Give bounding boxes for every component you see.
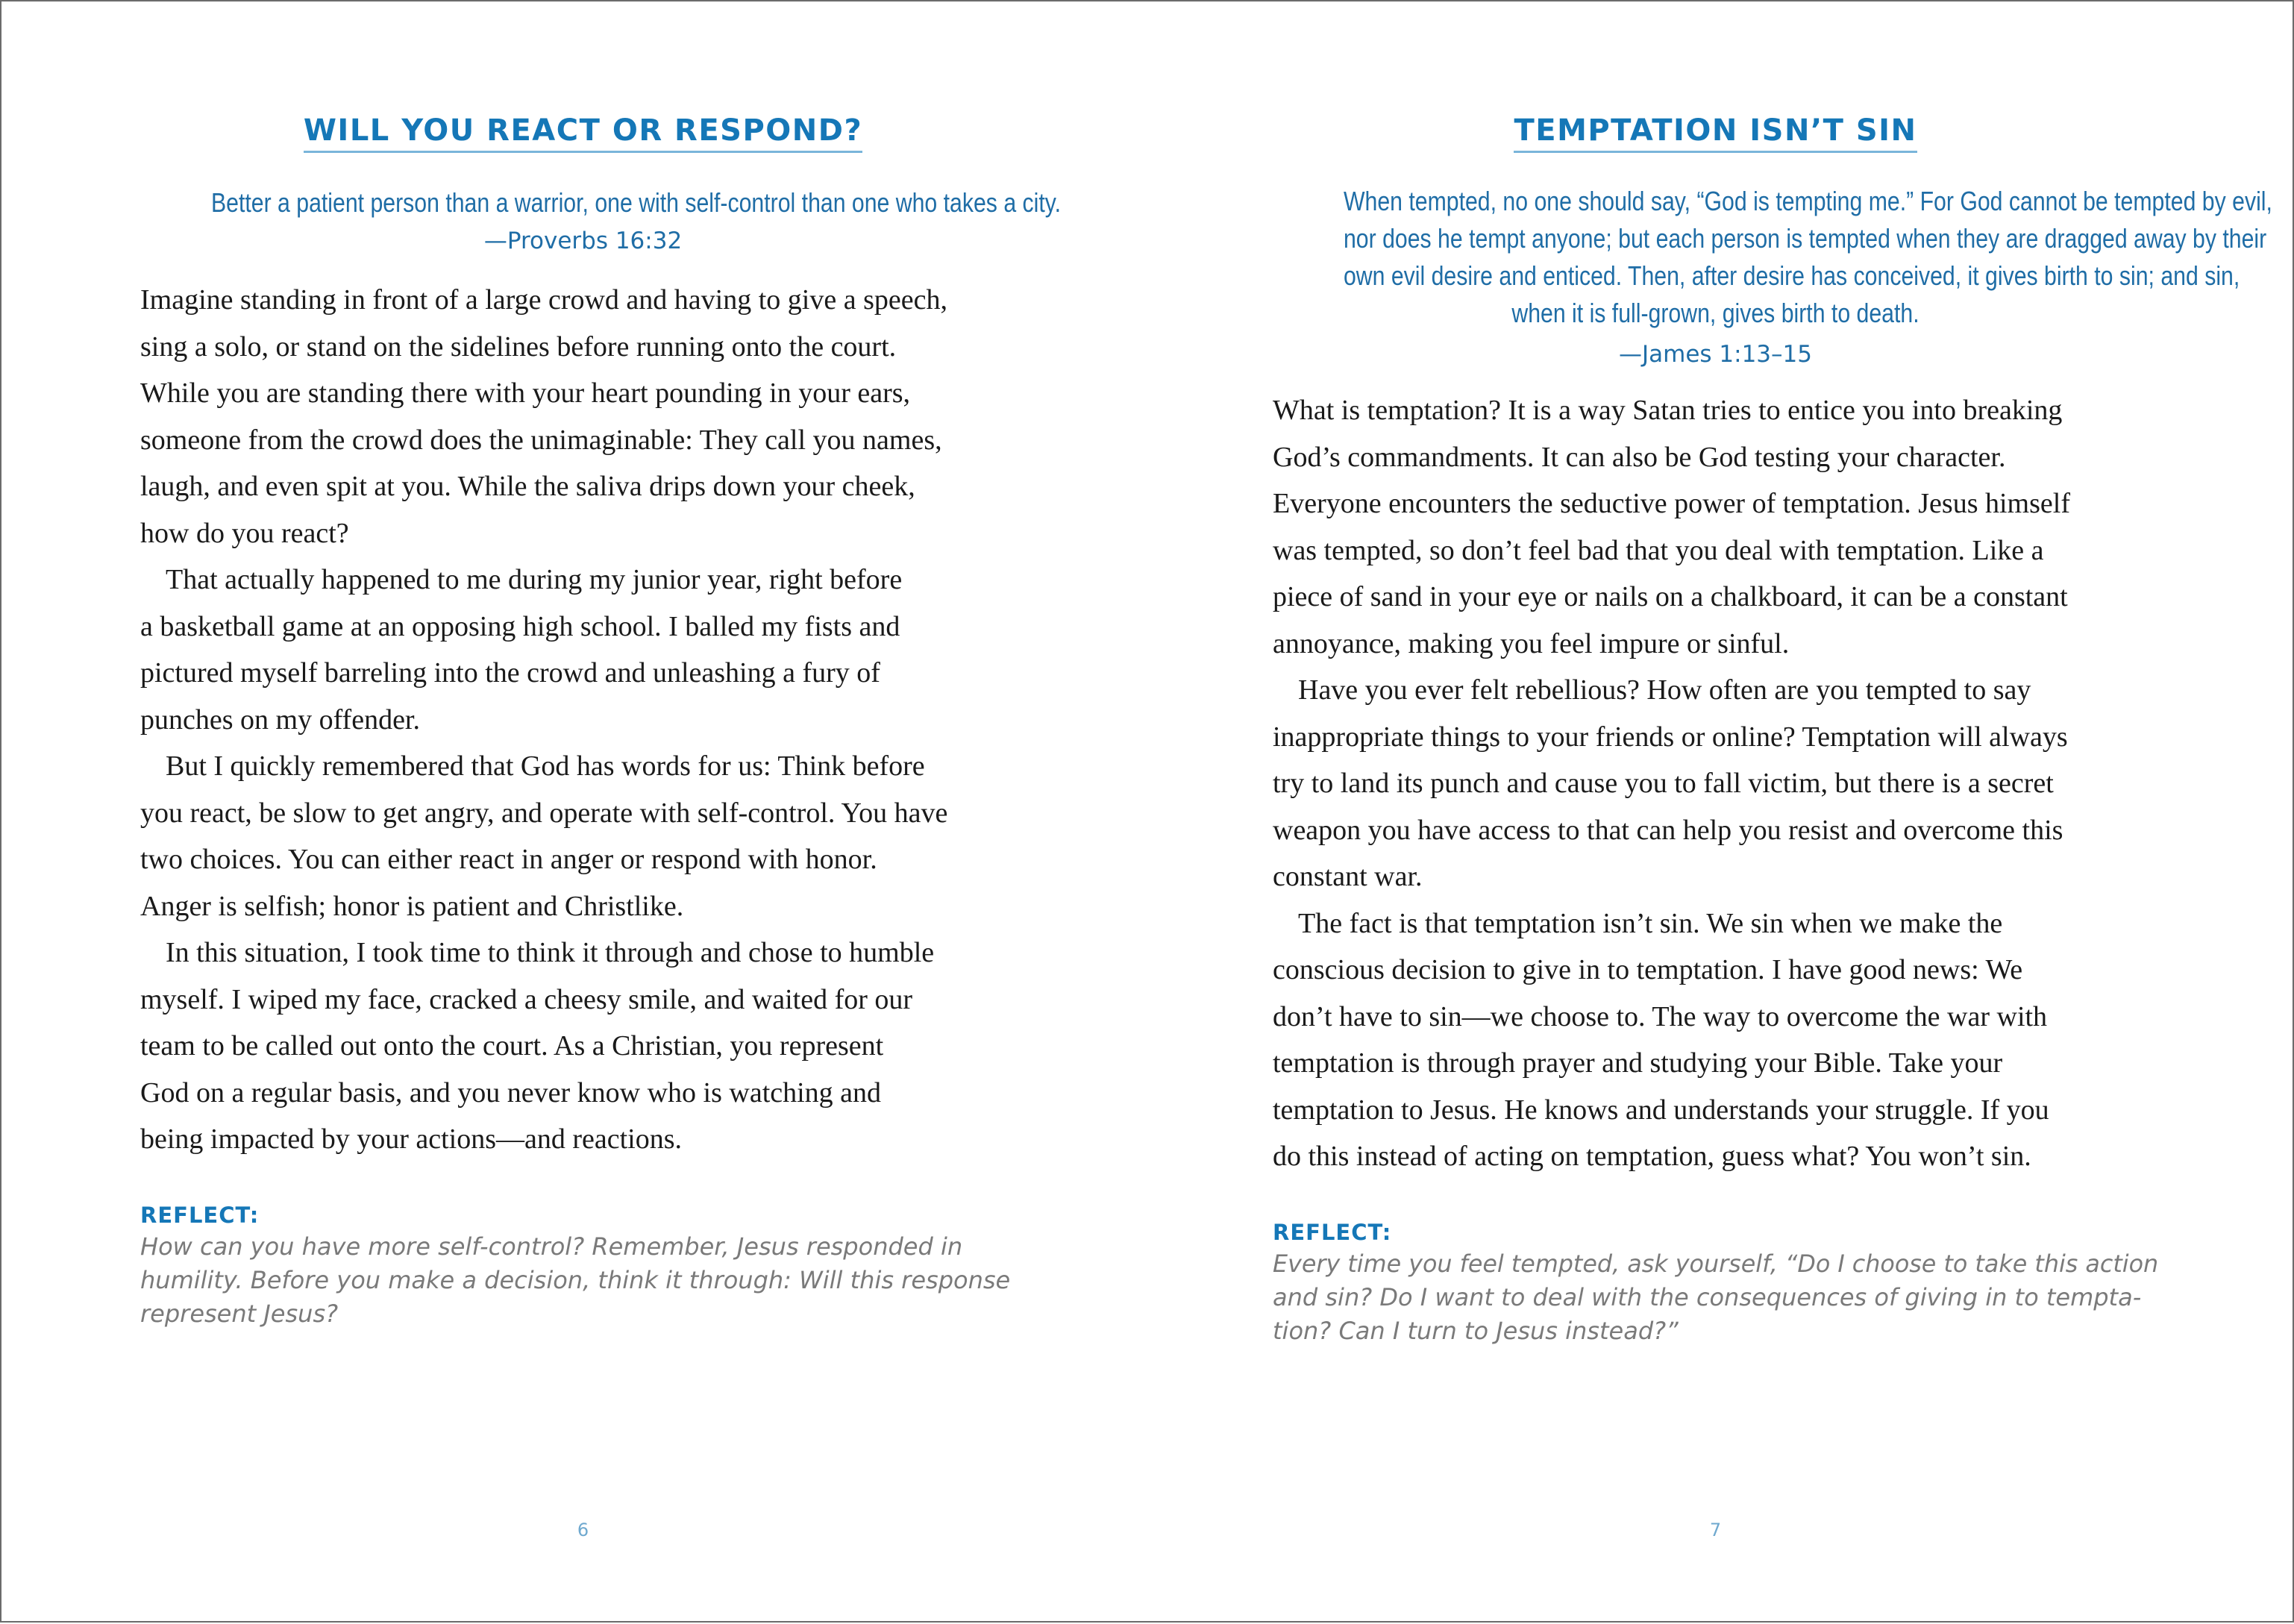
body-line: being impacted by your actions—and reactions. bbox=[140, 1123, 683, 1155]
reflect-line: represent Jesus? bbox=[140, 1299, 339, 1328]
body-line: What is temptation? It is a way Satan tries to entice you into breaking bbox=[1273, 395, 2063, 426]
body-line: The fact is that temptation isn’t sin. We sin when we make the bbox=[1298, 907, 2003, 939]
body-line: In this situation, I took time to think it through and chose to humble bbox=[166, 937, 935, 968]
scripture-verse bbox=[210, 184, 1062, 222]
body-line: piece of sand in your eye or nails on a chalkboard, it can be a constant bbox=[1273, 581, 2068, 612]
devotion-body bbox=[1273, 387, 2158, 1180]
reflect-heading: REFLECT: bbox=[1273, 1219, 1392, 1245]
body-line: Imagine standing in front of a large crowd and having to give a speech, bbox=[140, 284, 947, 316]
body-line: While you are standing there with your heart pounding in your ears, bbox=[140, 377, 911, 409]
reflect-line: humility. Before you make a decision, think it through: Will this response bbox=[140, 1265, 1011, 1294]
body-line: two choices. You can either react in anger or respond with honor. bbox=[140, 844, 877, 875]
body-line: inappropriate things to your friends or online? Temptation will always bbox=[1273, 721, 2068, 753]
verse-line: nor does he tempt anyone; but each person is tempted when they are dragged away by their bbox=[1343, 223, 2267, 254]
body-line: sing a solo, or stand on the sidelines before running onto the court. bbox=[140, 330, 897, 363]
body-line: myself. I wiped my face, cracked a cheesy smile, and waited for our bbox=[140, 983, 913, 1015]
verse-line: when it is full-grown, gives birth to death. bbox=[1511, 298, 1919, 328]
verse-line: Better a patient person than a warrior, one with self-control than one who takes a city. bbox=[210, 187, 1062, 218]
scripture-citation: —Proverbs 16:32 bbox=[483, 228, 683, 254]
devotion-body bbox=[140, 277, 1026, 1163]
body-line: Anger is selfish; honor is patient and Christlike. bbox=[140, 890, 684, 922]
scripture-citation: —James 1:13–15 bbox=[1619, 341, 1812, 368]
body-line: was tempted, so don’t feel bad that you deal with temptation. Like a bbox=[1273, 534, 2044, 566]
body-line: Have you ever felt rebellious? How often are you tempted to say bbox=[1298, 674, 2031, 706]
body-line: Everyone encounters the seductive power of temptation. Jesus himself bbox=[1273, 488, 2070, 519]
body-line: God on a regular basis, and you never know who is watching and bbox=[140, 1076, 882, 1109]
body-line: don’t have to sin—we choose to. The way to overcome the war with bbox=[1273, 1000, 2048, 1032]
devotion-title: TEMPTATION ISN’T SIN bbox=[1514, 113, 1917, 153]
body-line: someone from the crowd does the unimaginable: They call you names, bbox=[140, 424, 942, 456]
body-line: conscious decision to give in to temptation. I have good news: We bbox=[1273, 954, 2023, 985]
reflect-line: Every time you feel tempted, ask yourself, “Do I choose to take this action bbox=[1273, 1249, 2159, 1278]
left-page bbox=[140, 1, 1062, 1624]
body-line: laugh, and even spit at you. While the saliva drips down your cheek, bbox=[140, 471, 915, 502]
body-line: you react, be slow to get angry, and operate with self-control. You have bbox=[140, 797, 948, 829]
reflect-line: and sin? Do I want to deal with the consequences of giving in to tempta- bbox=[1273, 1282, 2142, 1311]
right-page bbox=[1273, 1, 2272, 1624]
body-line: pictured myself barreling into the crowd and unleashing a fury of bbox=[140, 657, 880, 689]
body-line: do this instead of acting on temptation, guess what? You won’t sin. bbox=[1273, 1141, 2031, 1172]
body-line: constant war. bbox=[1273, 861, 1423, 892]
body-line: how do you react? bbox=[140, 517, 349, 549]
body-line: That actually happened to me during my junior year, right before bbox=[166, 564, 903, 595]
reflect-line: How can you have more self-control? Remember, Jesus responded in bbox=[140, 1232, 963, 1261]
body-line: punches on my offender. bbox=[140, 703, 420, 736]
body-line: annoyance, making you feel impure or sinful. bbox=[1273, 627, 1790, 659]
page-number: 6 bbox=[577, 1520, 589, 1540]
verse-line: When tempted, no one should say, “God is tempting me.” For God cannot be tempted by evil, bbox=[1343, 186, 2272, 216]
body-line: temptation is through prayer and studying your Bible. Take your bbox=[1273, 1047, 2003, 1079]
body-line: a basketball game at an opposing high school. I balled my fists and bbox=[140, 610, 900, 642]
body-line: But I quickly remembered that God has words for us: Think before bbox=[166, 750, 925, 782]
body-line: temptation to Jesus. He knows and understands your struggle. If you bbox=[1273, 1094, 2049, 1126]
body-line: God’s commandments. It can also be God testing your character. bbox=[1273, 441, 2006, 473]
devotion-title: WILL YOU REACT OR RESPOND? bbox=[304, 113, 862, 153]
body-line: try to land its punch and cause you to fall victim, but there is a secret bbox=[1273, 768, 2054, 799]
verse-line: own evil desire and enticed. Then, after desire has conceived, it gives birth to sin; and sin, bbox=[1343, 260, 2240, 291]
reflect-heading: REFLECT: bbox=[140, 1202, 260, 1228]
body-line: team to be called out onto the court. As a Christian, you represent bbox=[140, 1030, 884, 1062]
scripture-verse bbox=[1343, 183, 2272, 332]
reflect-line: tion? Can I turn to Jesus instead?” bbox=[1273, 1316, 1679, 1345]
page-number: 7 bbox=[1709, 1520, 1722, 1540]
reflect-prompt bbox=[1273, 1247, 2158, 1348]
reflect-prompt bbox=[140, 1230, 1026, 1331]
body-line: weapon you have access to that can help you resist and overcome this bbox=[1273, 814, 2063, 846]
